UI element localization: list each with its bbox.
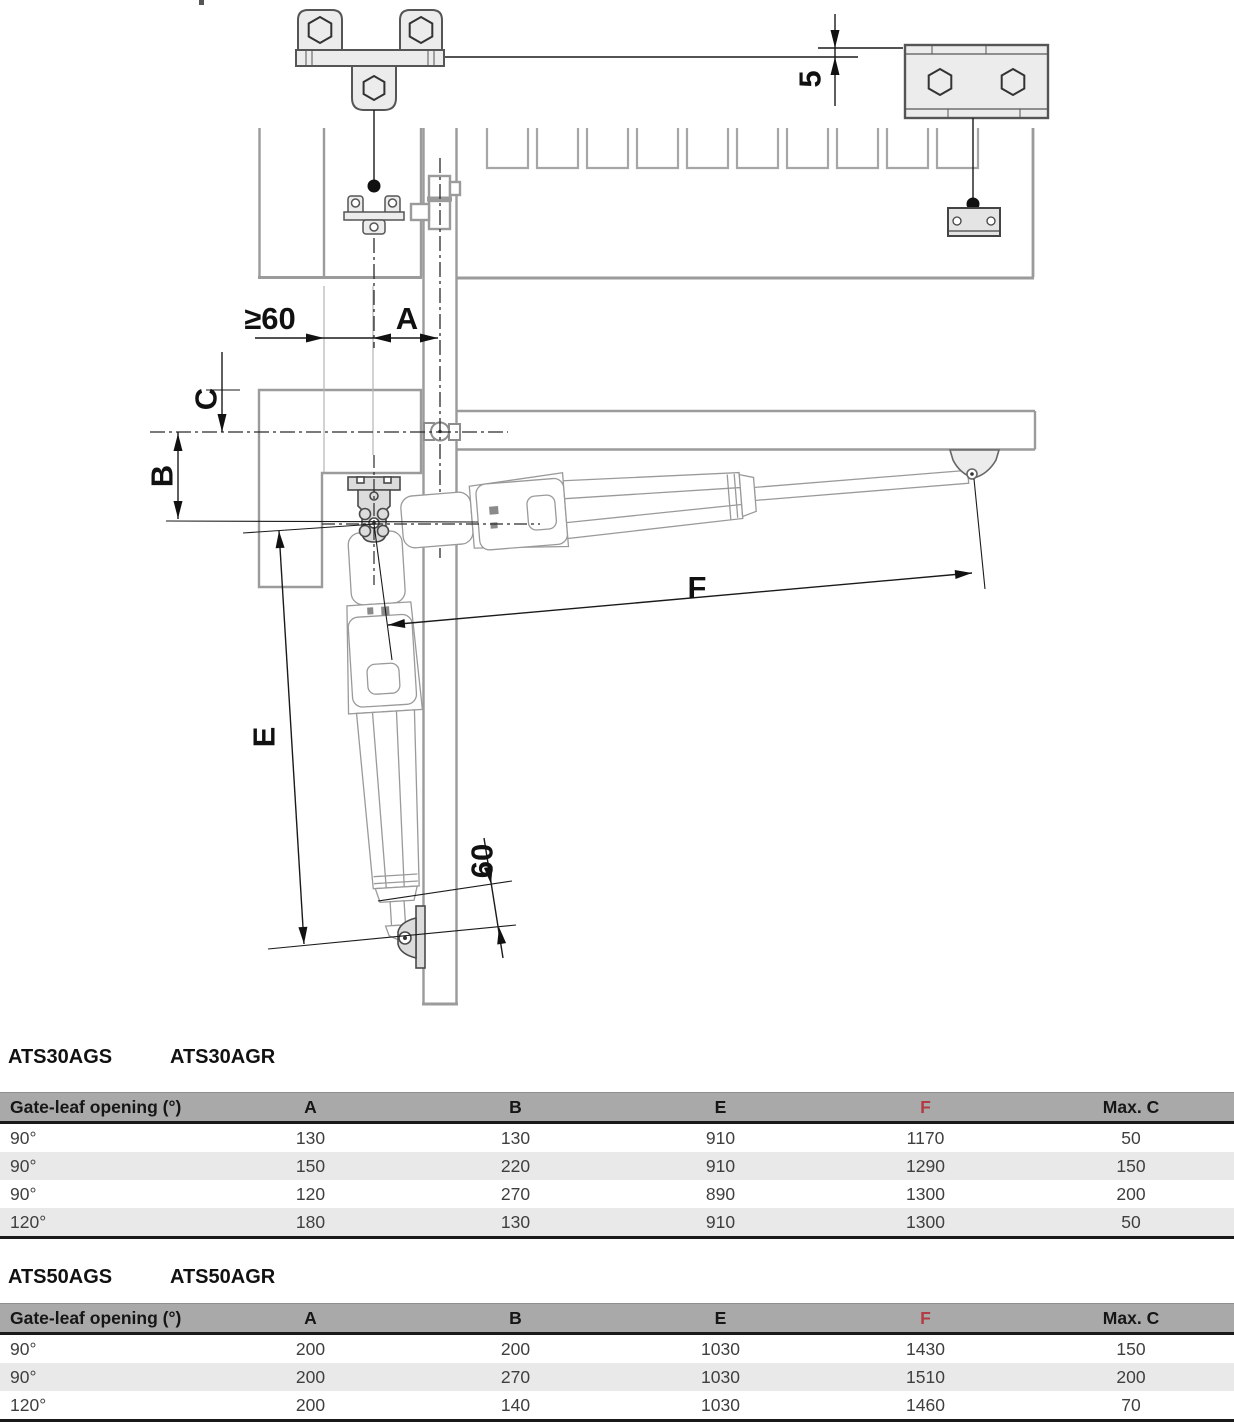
table-cell: 180	[295, 1212, 326, 1232]
column-header: E	[714, 1308, 727, 1328]
table-cell: 200	[500, 1339, 531, 1359]
front-bracket-mounted-view	[948, 208, 1000, 236]
column-header: F	[920, 1097, 931, 1117]
column-header: A	[304, 1097, 317, 1117]
leader-left	[368, 110, 381, 193]
front-bracket-plate-view	[905, 45, 1048, 118]
table-row	[0, 1180, 1234, 1208]
section2-titles	[0, 1266, 1234, 1290]
table-cell: 1290	[906, 1156, 945, 1176]
column-header: Max. C	[1102, 1308, 1160, 1328]
column-header: Gate-leaf opening (°)	[10, 1308, 182, 1328]
table-cell: 1030	[701, 1367, 740, 1387]
table-cell: 150	[295, 1156, 326, 1176]
table-cell: 130	[500, 1212, 531, 1232]
table-cell: 90°	[10, 1156, 37, 1176]
table-cell: 1170	[906, 1128, 945, 1148]
column-header: B	[509, 1097, 522, 1117]
extension-lines-gray	[324, 286, 373, 472]
table-body	[0, 1335, 1234, 1422]
table-cell: 270	[500, 1184, 531, 1204]
table-cell: 200	[295, 1395, 326, 1415]
table-cell: 910	[705, 1128, 736, 1148]
column-header: Max. C	[1102, 1097, 1160, 1117]
table-cell: 130	[500, 1128, 531, 1148]
table-cell: 130	[295, 1128, 326, 1148]
model-name: ATS30AGR	[170, 1046, 276, 1068]
table-row	[0, 1208, 1234, 1236]
table-cell: 140	[500, 1395, 531, 1415]
dim-label-f: F	[687, 570, 707, 605]
dim-label-e: E	[246, 726, 282, 748]
table-header-row	[0, 1303, 1234, 1335]
table-cell: 50	[1121, 1212, 1141, 1232]
column-header: F	[920, 1308, 931, 1328]
gate-leaf-open-plan	[457, 411, 1035, 450]
table-row	[0, 1152, 1234, 1180]
table-cell: 90°	[10, 1367, 37, 1387]
hinge-elevation	[411, 176, 460, 229]
table-cell: 120°	[10, 1395, 47, 1415]
table-body	[0, 1124, 1234, 1239]
table-cell: 90°	[10, 1128, 37, 1148]
column-header: B	[509, 1308, 522, 1328]
operator-open-position	[399, 440, 971, 559]
column-header: Gate-leaf opening (°)	[10, 1097, 182, 1117]
model-name: ATS30AGS	[8, 1046, 113, 1068]
table-cell: 200	[295, 1367, 326, 1387]
table-header-row	[0, 1092, 1234, 1124]
model-name: ATS50AGS	[8, 1266, 113, 1288]
table-cell: 90°	[10, 1184, 37, 1204]
page-artifact	[199, 0, 204, 5]
table-cell: 1510	[906, 1367, 945, 1387]
dim-label-60: 60	[464, 843, 500, 879]
operator-closed-position	[338, 530, 437, 943]
gate-bars	[487, 128, 978, 168]
table-cell: 70	[1121, 1395, 1141, 1415]
operator-rod	[754, 470, 968, 500]
table-cell: 200	[1116, 1184, 1146, 1204]
construction-lines	[166, 387, 985, 949]
table-cell: 150	[1116, 1339, 1146, 1359]
rear-bracket-front-view	[296, 10, 444, 110]
dimensions-table-ats30	[0, 1092, 1234, 1239]
gate-elevation	[456, 128, 1034, 278]
table-cell: 270	[500, 1367, 531, 1387]
table-cell: 890	[705, 1184, 736, 1204]
table-cell: 50	[1121, 1128, 1141, 1148]
dim-label-a: A	[395, 301, 419, 336]
table-cell: 200	[295, 1339, 326, 1359]
dim-label-c: C	[188, 387, 224, 411]
table-cell: 120°	[10, 1212, 47, 1232]
table-cell: 910	[705, 1212, 736, 1232]
table-cell: 1030	[701, 1339, 740, 1359]
dim-label-min60: ≥60	[244, 301, 296, 336]
table-cell: 220	[500, 1156, 531, 1176]
table-row	[0, 1363, 1234, 1391]
hinge-post	[422, 128, 458, 1004]
table-cell: 1430	[906, 1339, 945, 1359]
table-cell: 1030	[701, 1395, 740, 1415]
table-cell: 1300	[906, 1184, 945, 1204]
table-row	[0, 1391, 1234, 1419]
table-cell: 200	[1116, 1367, 1146, 1387]
table-cell: 1460	[906, 1395, 945, 1415]
table-row	[0, 1335, 1234, 1363]
dim-label-b: B	[144, 464, 180, 488]
table-cell: 120	[295, 1184, 326, 1204]
table-cell: 910	[705, 1156, 736, 1176]
table-row	[0, 1124, 1234, 1152]
table-cell: 150	[1116, 1156, 1146, 1176]
model-name: ATS50AGR	[170, 1266, 276, 1288]
table-cell: 90°	[10, 1339, 37, 1359]
column-header: A	[304, 1308, 317, 1328]
table-cell: 1300	[906, 1212, 945, 1232]
section1-titles	[0, 1046, 1234, 1070]
dim-label-5: 5	[792, 70, 828, 88]
column-header: E	[714, 1097, 727, 1117]
rear-bracket-mounted-view	[344, 196, 404, 234]
dimensions-table-ats50	[0, 1303, 1234, 1422]
